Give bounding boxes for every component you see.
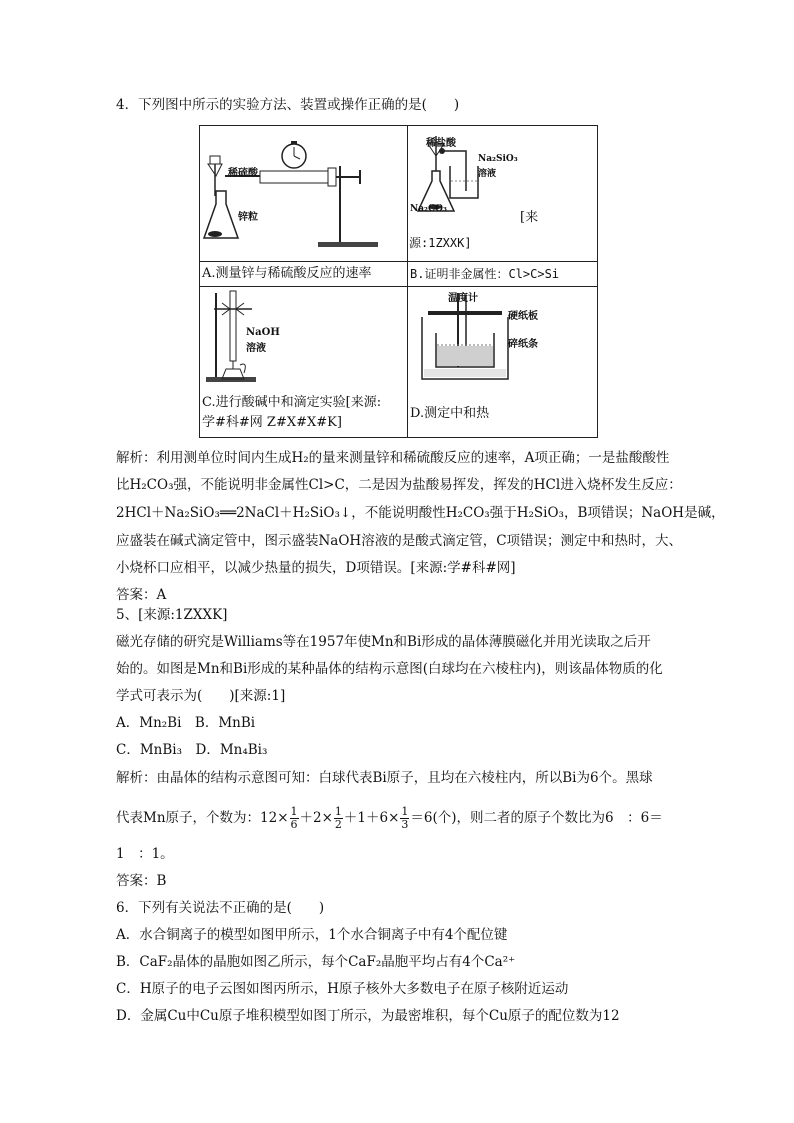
fraction-denominator: 2 [334,818,342,831]
fraction-numerator: 1 [290,805,298,818]
apparatus-c-figure [200,287,407,391]
fraction-one-sixth [290,806,299,831]
label-naoh: NaOH [246,327,280,338]
caption-b: B.证明非金属性：Cl>C>Si [408,261,597,286]
caption-a: A.测量锌与稀硫酸反应的速率 [200,261,407,286]
apparatus-a-figure [200,126,407,261]
label-cardboard: 硬纸板 [508,311,538,322]
q5-analysis-line2-prefix: 代表Mn原子，个数为：12× [116,810,289,826]
label-paper-scraps: 碎纸条 [508,339,538,350]
apparatus-d-figure [408,287,597,391]
q5-option-line1: A．Mn₂Bi B．MnBi [116,715,256,731]
q5-analysis-line2-end: ＝6(个)，则二者的原子个数比为6 ：6＝ [410,810,663,826]
caption-d: D.测定中和热 [410,406,490,421]
q6-option-c: C．H原子的电子云图如图丙所示，H原子核外大多数电子在原子核附近运动 [116,981,569,997]
label-solution-b: 溶液 [478,169,497,179]
fraction-denominator: 6 [290,818,298,831]
label-na2co3: Na₂CO₃ [410,204,447,214]
q4-analysis-line4: 应盛装在碱式滴定管中，图示盛装NaOH溶液的是酸式滴定管，C项错误；测定中和热时，大、 [116,533,683,549]
q5-analysis-line1: 解析：由晶体的结构示意图可知：白球代表Bi原子，且均在六棱柱内，所以Bi为6个。黑球 [116,770,653,786]
q4-answer: 答案：A [116,587,167,603]
experiment-table [199,125,598,438]
fraction-numerator: 1 [334,805,342,818]
q5-header: 5、[来源:1ZXXK] [116,607,228,623]
q6-option-a: A．水合铜离子的模型如图甲所示，1个水合铜离子中有4个配位键 [116,927,508,943]
q4-stem: 4．下列图中所示的实验方法、装置或操作正确的是( ) [116,97,460,113]
source-note-b2: 源:1ZXXK] [409,236,472,250]
q4-analysis-line5: 小烧杯口应相平，以减少热量的损失，D项错误。[来源:学#科#网] [116,560,516,576]
q4-analysis-line2: 比H₂CO₃强，不能说明非金属性Cl>C，二是因为盐酸易挥发，挥发的HCl进入烧杯发生反应： [116,477,682,493]
q6-option-b: B．CaF₂晶体的晶胞如图乙所示，每个CaF₂晶胞平均占有4个Ca²⁺ [116,954,516,970]
apparatus-b-figure [408,126,597,261]
cell-c [200,287,408,438]
q5-body-line3: 学式可表示为( )[来源:1] [116,688,286,704]
q5-analysis-line2 [116,798,663,838]
label-dilute-hcl: 稀盐酸 [426,138,456,149]
q5-body-line1: 磁光存储的研究是Williams等在1957年使Mn和Bi形成的晶体薄膜磁化并用光读取之后开 [116,634,651,650]
q5-analysis-line3: 1 ：1。 [116,846,174,862]
q5-body-line2: 始的。如图是Mn和Bi形成的某种晶体的结构示意图(白球均在六棱柱内)，则该晶体物质的化 [116,661,663,677]
label-dilute-h2so4: 稀硫酸 [228,168,258,179]
fraction-numerator: 1 [401,805,409,818]
label-solution-c: 溶液 [246,343,266,354]
q4-analysis-line1: 解析：利用测单位时间内生成H₂的量来测量锌和稀硫酸反应的速率，A项正确；一是盐酸酸性 [116,450,670,466]
label-thermometer: 温度计 [448,293,478,304]
label-zinc: 锌粒 [238,212,258,223]
source-note-b1: [来 [520,210,539,225]
q6-stem: 6．下列有关说法不正确的是( ) [116,900,325,916]
q5-answer: 答案：B [116,873,167,889]
apparatus-a-drawing [200,126,407,261]
q4-analysis-line3: 2HCl＋Na₂SiO₃══2NaCl＋H₂SiO₃↓，不能说明酸性H₂CO₃强于H₂SiO₃，B项错误；NaOH是碱， [116,505,725,521]
q5-analysis-line2-suffix: ＋1＋6× [343,810,400,826]
cell-b [408,126,598,287]
q5-option-line2: C．MnBi₃ D．Mn₄Bi₃ [116,742,268,758]
label-na2sio3: Na₂SiO₃ [478,154,518,164]
caption-c-line1: C.进行酸碱中和滴定实验[来源: [202,395,382,410]
apparatus-c-drawing [200,287,407,391]
fraction-denominator: 3 [401,818,409,831]
fraction-one-third [400,806,409,831]
q6-option-d: D．金属Cu中Cu原子堆积模型如图丁所示，为最密堆积，每个Cu原子的配位数为12 [116,1008,620,1024]
fraction-one-half [334,806,343,831]
q5-analysis-plus: ＋2× [299,810,333,826]
cell-d [408,287,598,438]
caption-c-line2: 学#科#网 Z#X#X#K] [202,415,342,430]
apparatus-d-drawing [408,287,597,391]
caption-c [200,391,407,435]
cell-a [200,126,408,287]
